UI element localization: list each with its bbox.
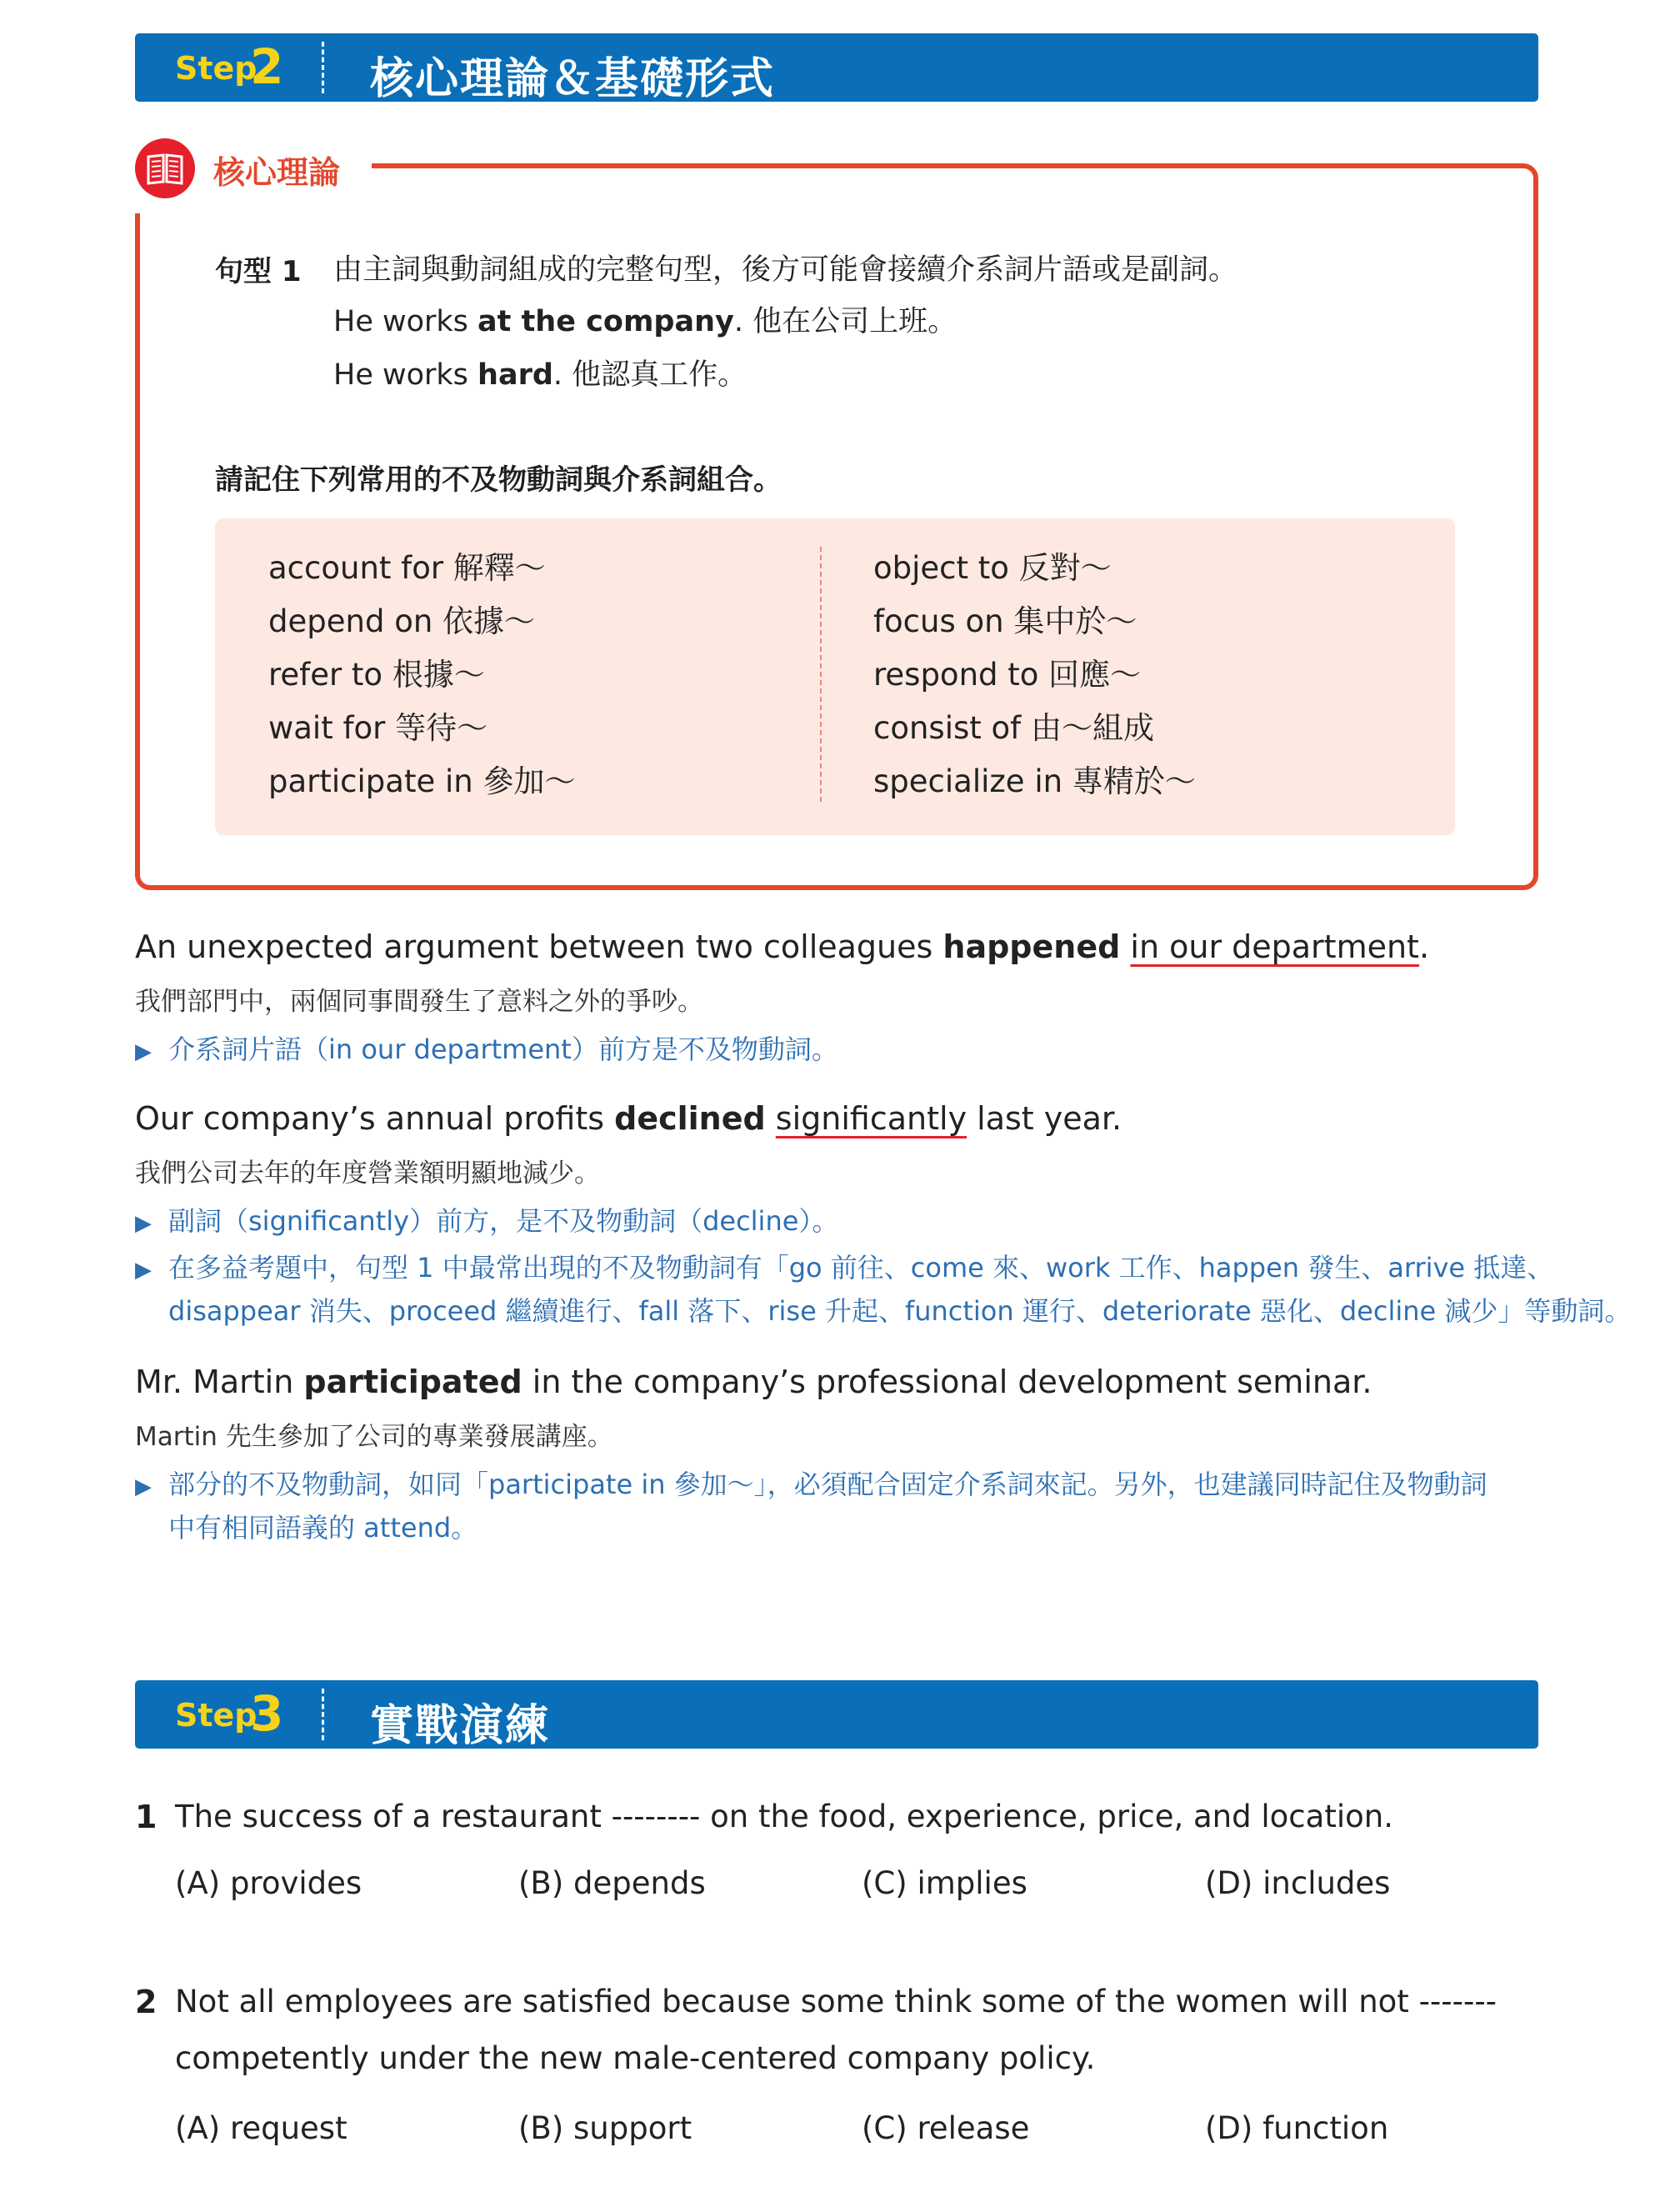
step2-banner	[135, 33, 1538, 102]
question-2-number: 2	[135, 1984, 158, 2020]
example-3-sentence: Mr. Martin participated in the company’s professional development seminar.	[135, 1364, 1372, 1400]
triangle-bullet-icon: ▶	[135, 1258, 152, 1283]
book-icon	[135, 138, 195, 198]
example-2-note: ▶ 副詞（significantly）前方，是不及物動詞（decline）。	[135, 1205, 839, 1237]
example-1-sentence: An unexpected argument between two colleagues happened in our department.	[135, 928, 1430, 965]
vocab-item: object to 反對～	[873, 550, 1112, 586]
example-2-sentence: Our company’s annual profits declined significantly last year.	[135, 1100, 1122, 1137]
question-1-number: 1	[135, 1799, 158, 1835]
example-3-translation: Martin 先生參加了公司的專業發展講座。	[135, 1422, 613, 1452]
step3-banner	[135, 1680, 1538, 1749]
question-1-option-b[interactable]: (B) depends	[518, 1865, 706, 1901]
question-1-option-a[interactable]: (A) provides	[175, 1865, 362, 1901]
pattern-example-1: He works at the company. 他在公司上班。	[333, 305, 958, 338]
vocab-item: specialize in 專精於～	[873, 763, 1196, 799]
vocab-item: wait for 等待～	[268, 710, 488, 746]
question-2-option-c[interactable]: (C) release	[862, 2110, 1030, 2146]
step2-title: 核心理論＆基礎形式	[370, 54, 776, 104]
example-1-translation: 我們部門中，兩個同事間發生了意料之外的爭吵。	[135, 987, 703, 1017]
example-2-note: ▶ 在多益考題中，句型 1 中最常出現的不及物動詞有「go 前往、come 來、work 工作、happen 發生、arrive 抵達、	[135, 1252, 1554, 1284]
step3-divider	[322, 1689, 324, 1740]
question-1-option-c[interactable]: (C) implies	[862, 1865, 1028, 1901]
vocab-item: depend on 依據～	[268, 603, 536, 639]
step3-number: 3	[250, 1685, 284, 1742]
vocab-item: refer to 根據～	[268, 657, 485, 693]
question-2-option-a[interactable]: (A) request	[175, 2110, 348, 2146]
remember-heading: 請記住下列常用的不及物動詞與介系詞組合。	[215, 463, 782, 497]
question-2-text-continued: competently under the new male-centered company policy.	[175, 2040, 1096, 2076]
vocab-right-column	[873, 542, 1196, 808]
example-3-note: ▶ 部分的不及物動詞，如同「participate in 參加～」，必須配合固定介系詞來記。另外，也建議同時記住及物動詞	[135, 1469, 1488, 1500]
question-1-option-d[interactable]: (D) includes	[1205, 1865, 1391, 1901]
triangle-bullet-icon: ▶	[135, 1039, 152, 1064]
step3-word: Step	[175, 1697, 258, 1734]
triangle-bullet-icon: ▶	[135, 1211, 152, 1236]
vocab-item: consist of 由～組成	[873, 710, 1154, 746]
pattern-tag: 句型 1	[215, 255, 302, 288]
example-2-translation: 我們公司去年的年度營業額明顯地減少。	[135, 1159, 600, 1189]
theory-label: 核心理論	[213, 154, 341, 191]
question-1-text: The success of a restaurant -------- on the food, experience, price, and location.	[175, 1799, 1393, 1834]
triangle-bullet-icon: ▶	[135, 1474, 152, 1499]
vocab-item: respond to 回應～	[873, 657, 1142, 693]
pattern-example-2: He works hard. 他認真工作。	[333, 358, 748, 392]
vocab-item: account for 解釋～	[268, 550, 546, 586]
step2-number: 2	[250, 38, 284, 95]
vocab-item: participate in 參加～	[268, 763, 576, 799]
step2-word: Step	[175, 50, 258, 87]
vocab-box	[215, 518, 1455, 835]
example-2-note-continued: disappear 消失、proceed 繼續進行、fall 落下、rise 升起、function 運行、deteriorate 惡化、decline 減少」等動詞。	[168, 1295, 1632, 1327]
vocab-item: focus on 集中於～	[873, 603, 1138, 639]
example-1-note: ▶ 介系詞片語（in our department）前方是不及物動詞。	[135, 1033, 838, 1065]
step3-title: 實戰演練	[370, 1701, 551, 1751]
example-3-note-continued: 中有相同語義的 attend。	[168, 1512, 478, 1544]
question-2-option-b[interactable]: (B) support	[518, 2110, 692, 2146]
vocab-left-column	[268, 542, 575, 808]
step2-divider	[322, 42, 324, 93]
pattern-description: 由主詞與動詞組成的完整句型，後方可能會接續介系詞片語或是副詞。	[333, 253, 1238, 287]
vocab-divider	[820, 547, 822, 802]
question-2-text: Not all employees are satisfied because some think some of the women will not -------	[175, 1984, 1498, 2019]
question-2-option-d[interactable]: (D) function	[1205, 2110, 1389, 2146]
